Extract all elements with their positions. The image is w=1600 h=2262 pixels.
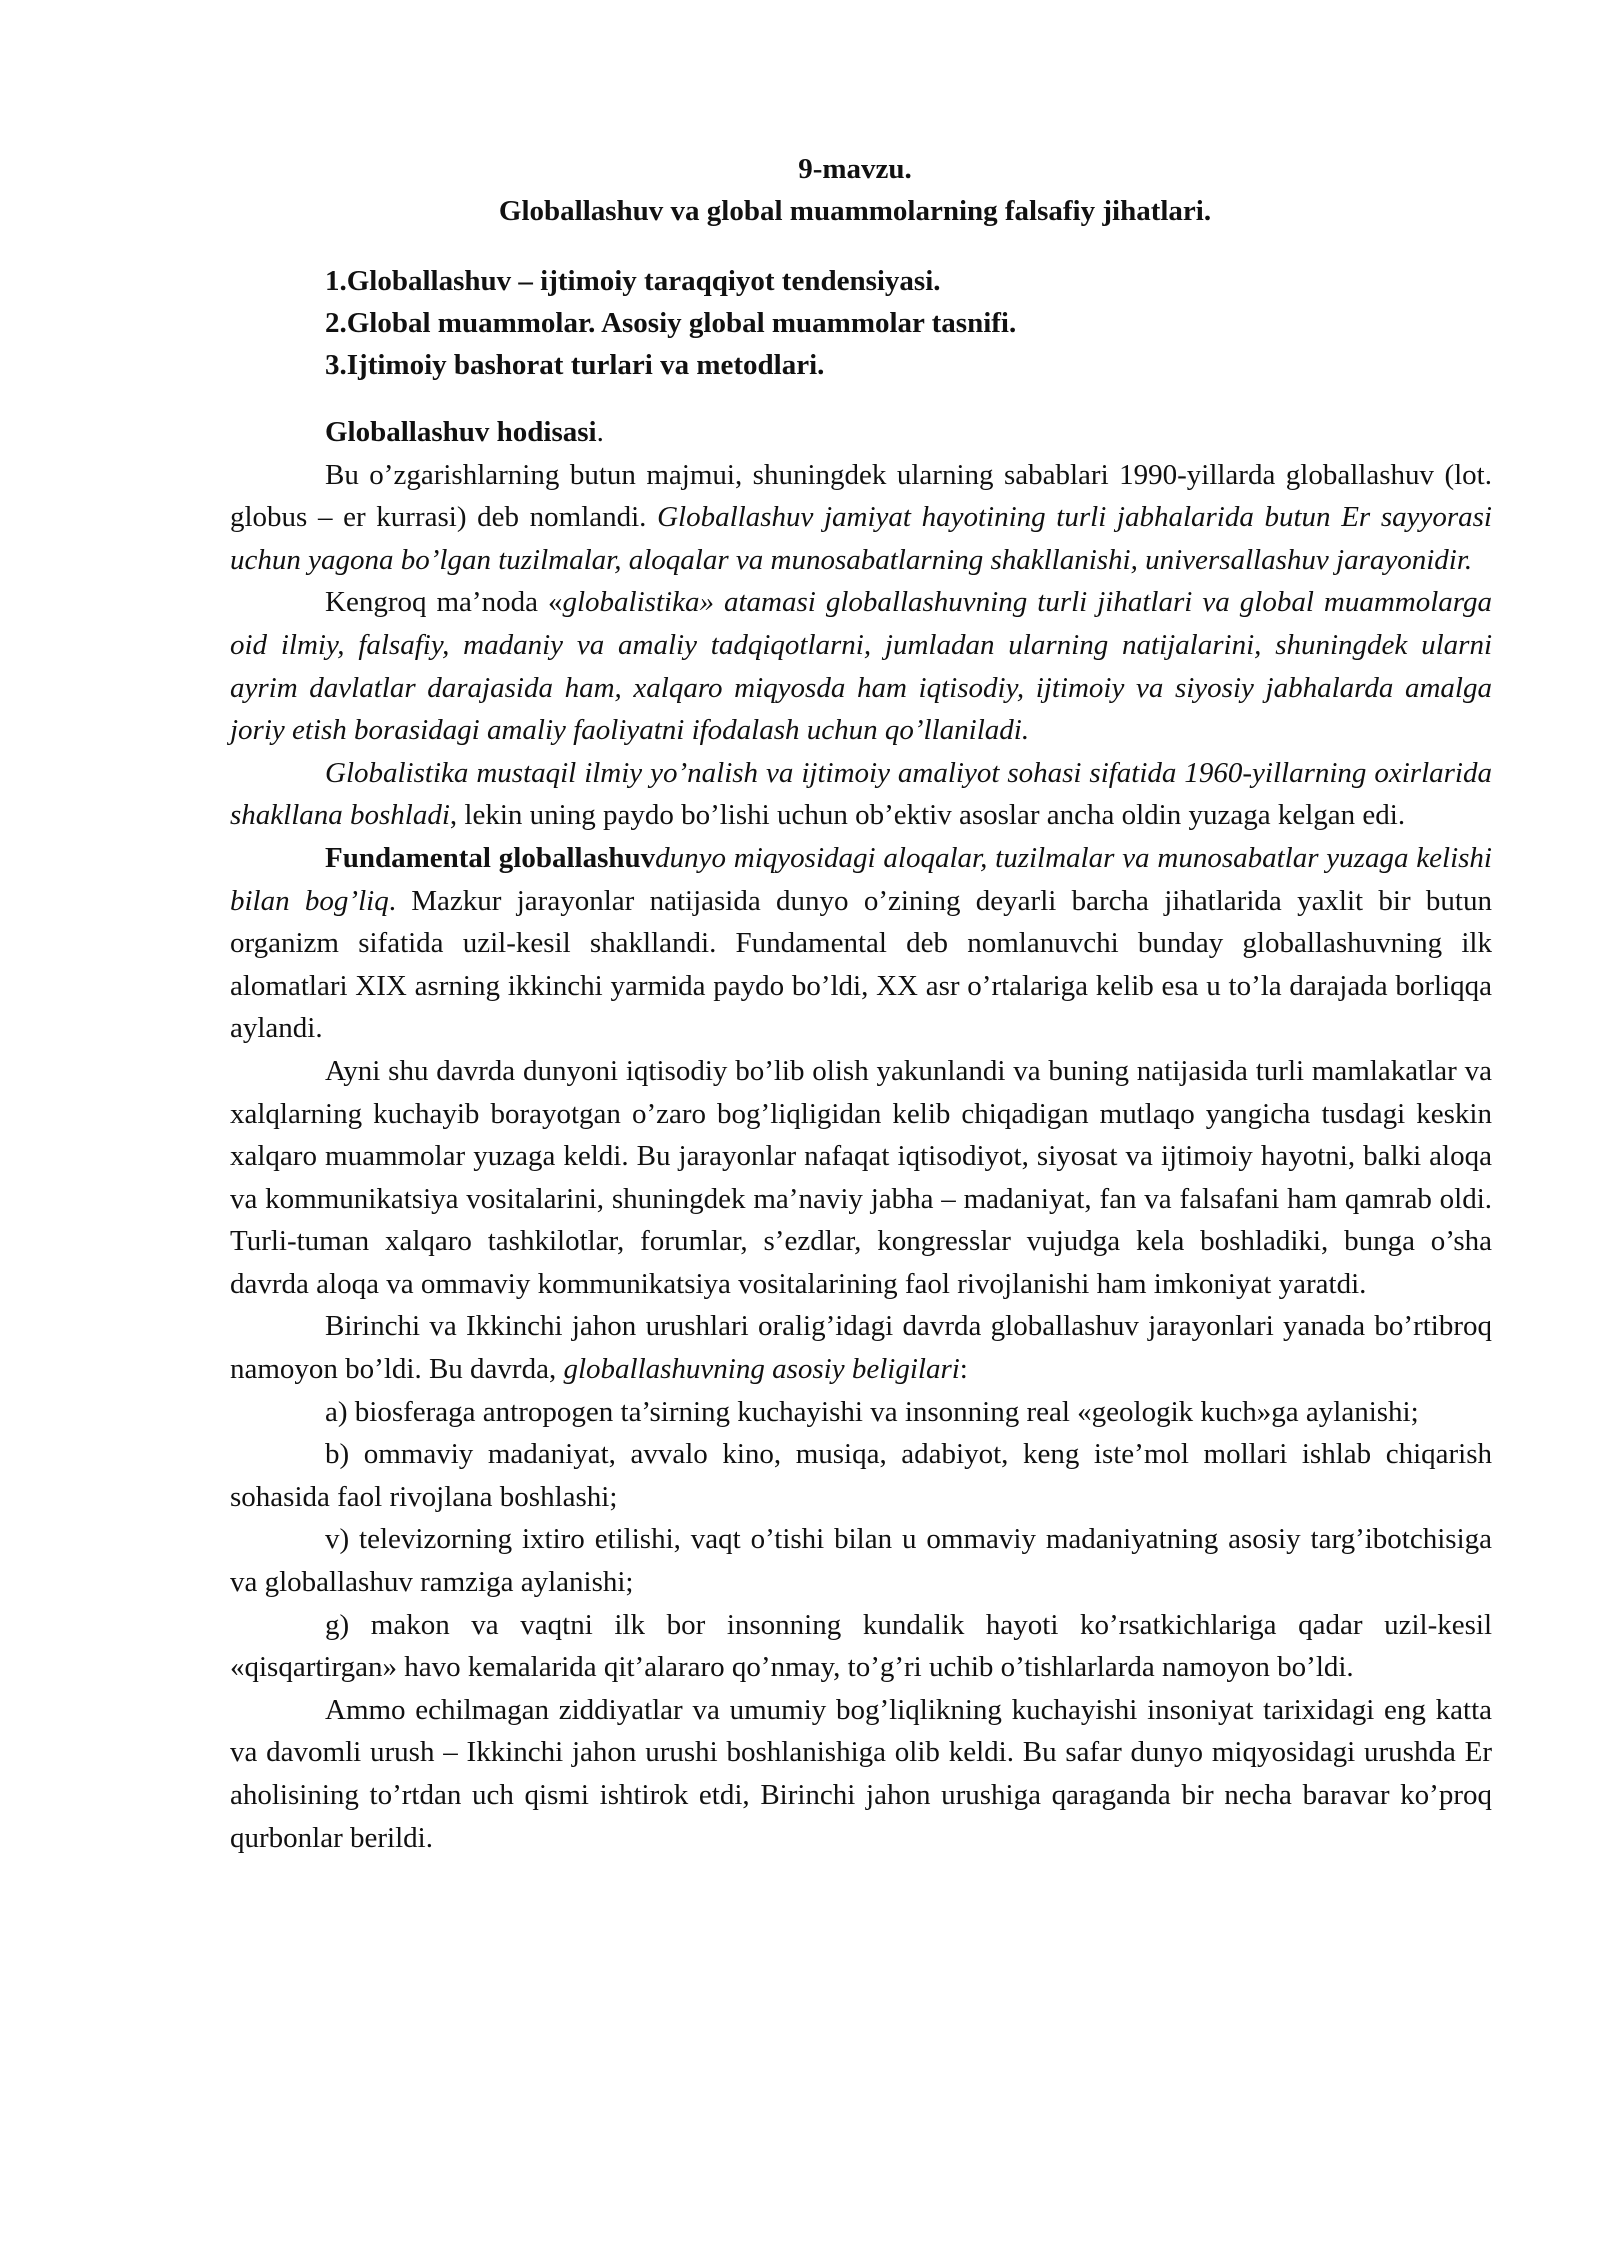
- section-heading: [230, 411, 1492, 454]
- paragraph-6: [230, 1305, 1492, 1390]
- paragraph-1: [230, 454, 1492, 582]
- title-block: [230, 148, 1480, 232]
- section-heading-dot: .: [596, 416, 604, 448]
- list-item-a: a) biosferaga antropogen ta’sirning kuchayishi va insonning real «geologik kuch»ga aylanishi;: [325, 1395, 1419, 1428]
- paragraph-4: [230, 837, 1492, 1050]
- paragraph-6-emphasis: globallashuvning asosiy beligilari: [563, 1353, 960, 1386]
- document-body: [230, 411, 1492, 1859]
- list-item-v: v) televizorning ixtiro etilishi, vaqt o’tishi bilan u ommaviy madaniyatning asosiy targ’ibotchisiga va globallashuv ramziga aylanishi;: [230, 1523, 1492, 1599]
- plan-item: 2.Global muammolar. Asosiy global muammolar tasnifi.: [325, 307, 1017, 339]
- list-item-g: g) makon va vaqtni ilk bor insonning kundalik hayoti ko’rsatkichlariga qadar uzil-kesil «qisqartirgan» havo kemalarida qit’alararo qo’nmay, to’g’ri uchib o’tishlarlarda namoyon bo’ldi.: [230, 1608, 1492, 1684]
- paragraph-3-text: , lekin uning paydo bo’lishi uchun ob’ektiv asoslar ancha oldin yuzaga kelgan edi.: [449, 799, 1406, 832]
- topic-number: 9-mavzu.: [798, 153, 912, 185]
- paragraph-6-colon: :: [959, 1353, 968, 1386]
- section-heading-text: Globallashuv hodisasi: [325, 416, 597, 448]
- paragraph-7: Ammo echilmagan ziddiyatlar va umumiy bog’liqlikning kuchayishi insoniyat tarixidagi eng katta va davomli urush – Ikkinchi jahon urushi boshlanishiga olib keldi. Bu safar dunyo miqyosidagi urushda Er aholisining to’rtdan uch qismi ishtirok etdi, Birinchi jahon urushiga qaraganda bir necha baravar ko’proq qurbonlar berildi.: [230, 1693, 1492, 1854]
- plan-item: 1.Globallashuv – ijtimoiy taraqqiyot tendensiyasi.: [325, 265, 941, 297]
- paragraph-4-definition: dunyo miqyosidagi aloqalar, tuzilmalar va munosabatlar yuzaga kelishi bilan bog’liq: [230, 841, 1492, 917]
- paragraph-3: [230, 752, 1492, 837]
- paragraph-2: [230, 581, 1492, 751]
- paragraph-3-emphasis: Globalistika mustaqil ilmiy yo’nalish va ijtimoiy amaliyot sohasi sifatida 1960-yillarning oxirlarida shakllana boshladi: [230, 756, 1492, 832]
- paragraph-6-text: Birinchi va Ikkinchi jahon urushlari oralig’idagi davrda globallashuv jarayonlari yanada bo’rtibroq namoyon bo’ldi. Bu davrda,: [230, 1310, 1492, 1386]
- paragraph-2-definition: globalistika» atamasi globallashuvning turli jihatlari va global muammolarga oid ilmiy, falsafiy, madaniy va amaliy tadqiqotlarni, jumladan ularning natijalarini, shuningdek ularni ayrim davlatlar darajasida ham, xalqaro miqyosda ham iqtisodiy, ijtimoiy va siyosiy jabhalarda amalga joriy etish borasidagi amaliy faoliyatni ifodalash uchun qo’llaniladi.: [230, 586, 1492, 747]
- plan-item: 3.Ijtimoiy bashorat turlari va metodlari.: [325, 349, 825, 381]
- paragraph-1-text: Bu o’zgarishlarning butun majmui, shuningdek ularning sabablari 1990-yillarda globallashuv (lot. globus – er kurrasi) deb nomlandi.: [230, 458, 1492, 534]
- paragraph-5: Ayni shu davrda dunyoni iqtisodiy bo’lib olish yakunlandi va buning natijasida turli mamlakatlar va xalqlarning kuchayib borayotgan o’zaro bog’liqligidan kelib chiqadigan mutlaqo yangicha tusdagi keskin xalqaro muammolar yuzaga keldi. Bu jarayonlar nafaqat iqtisodiyot, siyosat va ijtimoiy hayotni, balki aloqa va kommunikatsiya vositalarini, shuningdek ma’naviy jabha – madaniyat, fan va falsafani ham qamrab oldi. Turli-tuman xalqaro tashkilotlar, forumlar, s’ezdlar, kongresslar vujudga kela boshladiki, bunga o’sha davrda aloqa va ommaviy kommunikatsiya vositalarining faol rivojlanishi ham imkoniyat yaratdi.: [230, 1054, 1492, 1300]
- paragraph-1-definition: Globallashuv jamiyat hayotining turli jabhalarida butun Er sayyorasi uchun yagona bo’lgan tuzilmalar, aloqalar va munosabatlarning shakllanishi, universallashuv jarayonidir.: [230, 501, 1492, 576]
- paragraph-2-text: Kengroq ma’noda «: [325, 586, 563, 619]
- list-item-b: b) ommaviy madaniyat, avvalo kino, musiqa, adabiyot, keng iste’mol mollari ishlab chiqarish sohasida faol rivojlana boshlashi;: [230, 1438, 1492, 1513]
- page-title: Globallashuv va global muammolarning falsafiy jihatlari.: [498, 195, 1212, 227]
- topic-plan: [325, 260, 1475, 386]
- paragraph-4-term: Fundamental globallashuv: [325, 841, 656, 874]
- paragraph-4-text: . Mazkur jarayonlar natijasida dunyo o’zining deyarli barcha jihatlarida yaxlit bir butun organizm sifatida uzil-kesil shakllandi. Fundamental deb nomlanuvchi bunday globallashuvning ilk alomatlari XIX asrning ikkinchi yarmida paydo bo’ldi, XX asr o’rtalariga kelib esa u to’la darajada borliqqa aylandi.: [230, 884, 1492, 1045]
